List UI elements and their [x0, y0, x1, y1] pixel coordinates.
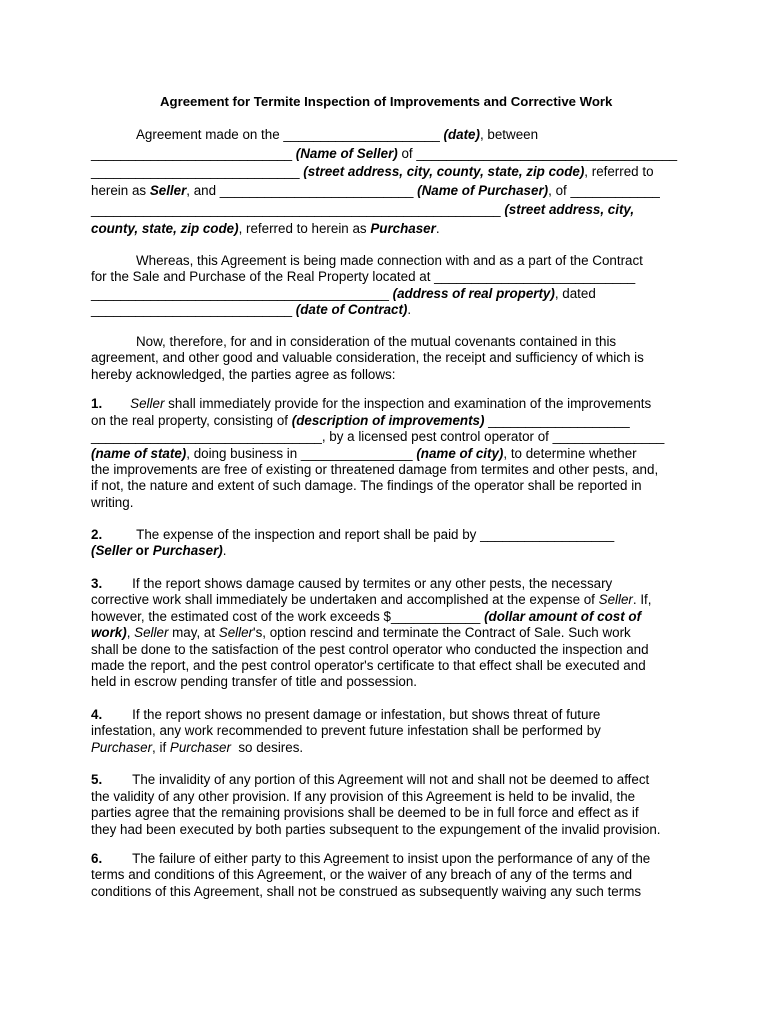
section-5-line-3: parties agree that the remaining provisions shall be deemed to be in full force and effect as if — [91, 805, 639, 820]
intro-line-5: _______________________________________________________ (street address, city, — [91, 202, 635, 217]
section-1-line-1: 1. Seller shall immediately provide for the inspection and examination of the improvements — [91, 396, 652, 411]
now-line-1: Now, therefore, for and in consideration of the mutual covenants contained in this — [136, 334, 617, 349]
document-title: Agreement for Termite Inspection of Improvements and Corrective Work — [160, 94, 613, 109]
section-1-line-6: if not, the nature and extent of such damage. The findings of the operator shall be reported in — [91, 478, 642, 493]
intro-line-1: Agreement made on the _____________________ (date), between — [136, 127, 539, 142]
whereas-line-1: Whereas, this Agreement is being made connection with and as a part of the Contract — [136, 253, 643, 268]
section-3-line-7: held in escrow pending transfer of title and possession. — [91, 674, 418, 689]
section-5-line-2: the validity of any other provision. If any provision of this Agreement is held to be invalid, the — [91, 789, 636, 804]
section-1-line-2: on the real property, consisting of (description of improvements) ___________________ — [91, 413, 630, 428]
section-6-line-3: conditions of this Agreement, shall not be construed as subsequently waiving any such terms — [91, 884, 642, 899]
section-1-line-7: writing. — [91, 495, 134, 510]
section-4-line-3: Purchaser, if Purchaser so desires. — [91, 740, 304, 755]
intro-line-3: ____________________________ (street address, city, county, state, zip code), referred to — [91, 164, 654, 179]
section-2-line-2: (Seller or Purchaser). — [91, 543, 227, 558]
section-4-line-1: 4. If the report shows no present damage or infestation, but shows threat of future — [91, 707, 601, 722]
section-3-line-3: however, the estimated cost of the work exceeds $____________ (dollar amount of cost of — [91, 609, 642, 624]
section-4-line-2: infestation, any work recommended to prevent future infestation shall be performed by — [91, 723, 601, 738]
intro-line-2: ___________________________ (Name of Seller) of ___________________________________ — [91, 146, 678, 161]
section-3-line-4: work), Seller may, at Seller's, option rescind and terminate the Contract of Sale. Such work — [91, 625, 631, 640]
section-6-line-1: 6. The failure of either party to this Agreement to insist upon the performance of any of the — [91, 851, 651, 866]
now-line-3: hereby acknowledged, the parties agree as follows: — [91, 367, 396, 382]
whereas-line-2: for the Sale and Purchase of the Real Property located at ___________________________ — [91, 269, 636, 284]
section-6-line-2: terms and conditions of this Agreement, or the waiver of any breach of any of the terms and — [91, 867, 633, 882]
section-3-line-1: 3. If the report shows damage caused by termites or any other pests, the necessary — [91, 576, 613, 591]
now-line-2: agreement, and other good and valuable consideration, the receipt and sufficiency of which is — [91, 350, 644, 365]
section-3-line-6: made the report, and the pest control operator's certificate to that effect shall be executed and — [91, 658, 646, 673]
whereas-line-3: ________________________________________ (address of real property), dated — [91, 286, 596, 301]
intro-line-4: herein as Seller, and __________________________ (Name of Purchaser), of ____________ — [91, 183, 660, 198]
intro-line-6: county, state, zip code), referred to herein as Purchaser. — [91, 221, 440, 236]
section-5-line-4: they had been executed by both parties subsequent to the expungement of the invalid provision. — [91, 822, 661, 837]
section-1-line-5: the improvements are free of existing or threatened damage from termites and other pests, and, — [91, 462, 659, 477]
section-5-line-1: 5. The invalidity of any portion of this Agreement will not and shall not be deemed to affect — [91, 772, 650, 787]
section-3-line-2: corrective work shall immediately be undertaken and accomplished at the expense of Seller. If, — [91, 592, 652, 607]
section-1-line-4: (name of state), doing business in _______________ (name of city), to determine whether — [91, 446, 637, 461]
section-1-line-3: _______________________________, by a licensed pest control operator of _______________ — [91, 429, 665, 444]
whereas-line-4: ___________________________ (date of Contract). — [91, 302, 412, 317]
section-3-line-5: shall be done to the satisfaction of the pest control operator who conducted the inspection and — [91, 642, 649, 657]
section-2-line-1: 2. The expense of the inspection and report shall be paid by __________________ — [91, 527, 615, 542]
